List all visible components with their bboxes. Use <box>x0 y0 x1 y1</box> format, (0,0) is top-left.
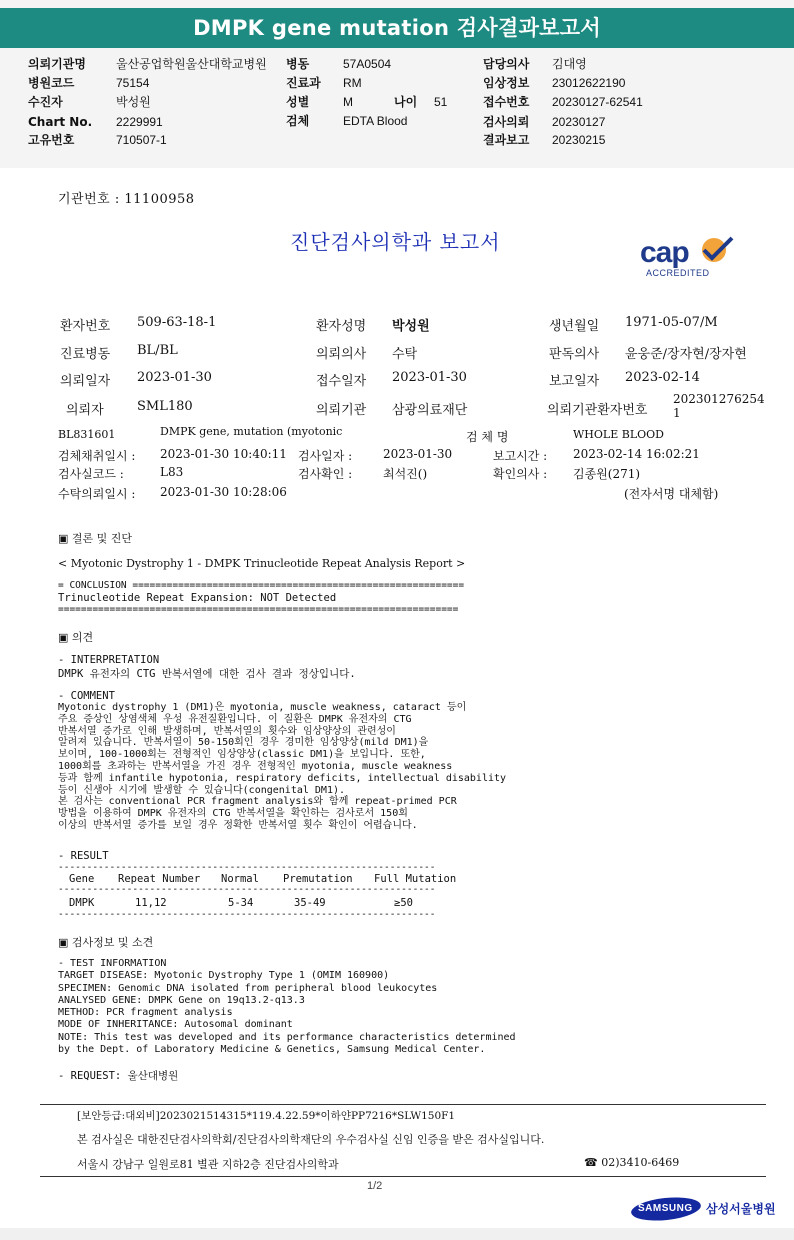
result-col-full: Full Mutation <box>374 873 457 885</box>
header-label: 담당의사 <box>483 57 530 71</box>
header-label: 수진자 <box>28 95 63 109</box>
confirm-value: 최석진() <box>383 467 428 481</box>
test-info-line: by the Dept. of Laboratory Medicine & Genetics, Samsung Medical Center. <box>58 1044 486 1056</box>
test-info-line: TARGET DISEASE: Myotonic Dystrophy Type 1 (OMIM 160900) <box>58 970 390 982</box>
result-cell: ≥50 <box>394 897 413 909</box>
header-value: 2229991 <box>116 115 163 129</box>
result-cell: 11,12 <box>135 897 167 909</box>
comment-line: 등과 함께 infantile hypotonia, respiratory deficits, intellectual disability <box>58 772 507 784</box>
test-date-label: 검사일자 : <box>298 449 353 463</box>
patient-label: 접수일자 <box>316 374 367 389</box>
collect-label: 검체채취일시 : <box>58 449 136 463</box>
header-label: 병원코드 <box>28 76 75 90</box>
consign-label: 수탁의뢰일시 : <box>58 487 136 501</box>
section-heading: ▣ 결론 및 진단 <box>58 532 133 545</box>
cap-accredited-text: ACCREDITED <box>646 268 710 278</box>
report-name: < Myotonic Dystrophy 1 - DMPK Trinucleotide Repeat Analysis Report > <box>58 557 466 570</box>
esign-note: (전자서명 대체함) <box>624 487 719 501</box>
confirm-label: 검사확인 : <box>298 467 353 481</box>
patient-value: 202301276254 <box>673 392 765 406</box>
header-label: Chart No. <box>28 115 93 129</box>
doctor-label: 확인의사 : <box>493 467 548 481</box>
test-info-line: METHOD: PCR fragment analysis <box>58 1007 233 1019</box>
test-info-line: SPECIMEN: Genomic DNA isolated from peripheral blood leukocytes <box>58 982 438 994</box>
phone-line: ☎ 02)3410-6469 <box>584 1156 680 1169</box>
report-time-label: 보고시간 : <box>493 449 548 463</box>
test-information-block <box>58 958 516 1056</box>
patient-value: 509-63-18-1 <box>137 315 217 330</box>
patient-value: 2023-01-30 <box>392 370 467 385</box>
test-info-line: NOTE: This test was developed and its performance characteristics determined <box>58 1031 516 1043</box>
security-line: [보안등급:대외비]2023021514315*119.4.22.59*이하얀PP7216*SLW150F1 <box>77 1110 456 1122</box>
comment-line: 주요 증상인 상염색체 우성 유전질환입니다. 이 질환은 DMPK 유전자의 CTG <box>58 713 412 725</box>
hospital-name: 삼성서울병원 <box>706 1202 776 1216</box>
result-label: - RESULT <box>58 850 109 862</box>
interpretation-label: - INTERPRETATION <box>58 654 160 666</box>
result-rule: ------------------------------------------------------------------ <box>58 909 436 920</box>
checkmark-badge-icon <box>698 236 738 266</box>
test-info-line: - TEST INFORMATION <box>58 958 167 969</box>
result-col-gene: Gene <box>69 873 95 885</box>
comment-block <box>58 702 506 832</box>
patient-label: 의뢰기관환자번호 <box>547 403 648 418</box>
request-line: - REQUEST: 울산대병원 <box>58 1070 179 1082</box>
comment-line: 알려져 있습니다. 반복서열이 50-150회인 경우 경미한 임상양상(mild DM1)을 <box>58 737 429 749</box>
header-value: 박성원 <box>116 95 151 109</box>
header-value: 20230215 <box>552 133 606 147</box>
patient-label: 보고일자 <box>549 374 600 389</box>
result-col-premutation: Premutation <box>283 873 353 885</box>
test-info-line: ANALYSED GENE: DMPK Gene on 19q13.2-q13.3 <box>58 994 305 1006</box>
samsung-logo-text: SAMSUNG <box>638 1203 693 1214</box>
header-value: 23012622190 <box>552 76 626 90</box>
result-rule: ------------------------------------------------------------------ <box>58 884 436 895</box>
comment-line: 이상의 반복서열 증가를 보일 경우 정확한 반복서열 횟수 확인이 어렵습니다. <box>58 819 418 831</box>
patient-label: 판독의사 <box>549 347 600 362</box>
header-value: EDTA Blood <box>343 114 408 128</box>
comment-line: 보이며, 100-1000회는 전형적인 임상양상(classic DM1)을 보입니다. 또한, <box>58 749 426 761</box>
interpretation-text: DMPK 유전자의 CTG 반복서열에 대한 검사 결과 정상입니다. <box>58 668 356 680</box>
test-name: DMPK gene, mutation (myotonic <box>160 425 343 438</box>
header-label: 고유번호 <box>28 133 75 147</box>
age-label: 나이 <box>394 95 418 109</box>
report-page <box>0 168 794 1228</box>
doctor-value: 김종원(271) <box>573 467 641 481</box>
institution-number: 기관번호 : 11100958 <box>58 192 195 207</box>
patient-value: 수탁 <box>392 347 418 362</box>
patient-value: 1971-05-07/M <box>625 315 718 330</box>
header-value: 김대영 <box>552 57 587 71</box>
conclusion-text: Trinucleotide Repeat Expansion: NOT Detected <box>58 592 337 604</box>
conclusion-line: = CONCLUSION ========================================================== <box>58 580 465 591</box>
result-col-repeat: Repeat Number <box>118 873 201 885</box>
patient-label: 의뢰기관 <box>316 403 367 418</box>
result-cell: DMPK <box>69 897 95 909</box>
conclusion-rule: ====================================================================== <box>58 604 459 615</box>
result-rule: ------------------------------------------------------------------ <box>58 862 436 873</box>
patient-value: 박성원 <box>392 319 430 334</box>
patient-label: 의뢰일자 <box>60 374 111 389</box>
section-heading: ▣ 의견 <box>58 631 94 644</box>
patient-label: 환자번호 <box>60 319 111 334</box>
result-col-normal: Normal <box>221 873 259 885</box>
header-label: 병동 <box>286 57 310 71</box>
cap-logo-text: cap <box>640 236 689 269</box>
header-label: 의뢰기관명 <box>28 57 86 71</box>
consign-value: 2023-01-30 10:28:06 <box>160 485 287 499</box>
comment-line: 방법을 이용하여 DMPK 유전자의 CTG 반복서열을 확인하는 검사로서 150회 <box>58 808 408 820</box>
test-info-line: MODE OF INHERITANCE: Autosomal dominant <box>58 1019 293 1031</box>
patient-value: 윤웅준/장자현/장자현 <box>625 347 747 362</box>
page-number: 1/2 <box>367 1180 383 1192</box>
patient-label: 의뢰자 <box>66 403 104 418</box>
cap-logo <box>640 236 740 280</box>
comment-label: - COMMENT <box>58 690 115 702</box>
test-code: BL831601 <box>58 428 116 441</box>
samsung-logo <box>630 1196 702 1222</box>
comment-line: 1000회를 초과하는 반복서열을 가진 경우 전형적인 myotonia, muscle weakness <box>58 760 453 772</box>
header-label: 검사의뢰 <box>483 115 530 129</box>
comment-line: 본 검사는 conventional PCR fragment analysis와 함께 repeat-primed PCR <box>58 796 457 808</box>
header-value: RM <box>343 76 362 90</box>
patient-value: 2023-02-14 <box>625 370 700 385</box>
footer-divider <box>40 1104 766 1105</box>
result-cell: 5-34 <box>228 897 254 909</box>
specimen-label: 검 체 명 <box>466 430 509 444</box>
specimen-value: WHOLE BLOOD <box>573 428 664 441</box>
patient-value: BL/BL <box>137 343 178 358</box>
comment-line: Myotonic dystrophy 1 (DM1)은 myotonia, muscle weakness, cataract 등이 <box>58 702 467 713</box>
header-value: 울산공업학원울산대학교병원 <box>116 57 267 71</box>
comment-line: 반복서열 증가로 인해 발생하며, 반복서열의 횟수와 임상양상의 관련성이 <box>58 725 396 737</box>
header-label: 성별 <box>286 95 310 109</box>
address-line: 서울시 강남구 일원로81 별관 지하2층 진단검사의학과 <box>77 1158 339 1171</box>
header-label: 검체 <box>286 114 310 128</box>
result-cell: 35-49 <box>294 897 326 909</box>
test-date-value: 2023-01-30 <box>383 447 453 461</box>
header-label: 진료과 <box>286 76 321 90</box>
patient-label: 환자성명 <box>316 319 367 334</box>
patient-value-tail: 1 <box>673 406 681 420</box>
patient-label: 진료병동 <box>60 347 111 362</box>
header-value: 20230127 <box>552 115 606 129</box>
header-label: 임상정보 <box>483 76 530 90</box>
patient-label: 의뢰의사 <box>316 347 367 362</box>
room-value: L83 <box>160 465 184 479</box>
bottom-band <box>0 1228 794 1240</box>
footer-divider <box>40 1176 766 1177</box>
room-label: 검사실코드 : <box>58 467 124 481</box>
age-value: 51 <box>434 95 448 109</box>
header-label: 결과보고 <box>483 133 530 147</box>
header-value: 20230127-62541 <box>552 95 643 109</box>
patient-value: SML180 <box>137 399 193 414</box>
patient-value: 삼광의료재단 <box>392 403 468 418</box>
certification-line: 본 검사실은 대한진단검사의학회/진단검사의학재단의 우수검사실 신임 인증을 받은 검사실입니다. <box>77 1133 545 1146</box>
report-time-value: 2023-02-14 16:02:21 <box>573 447 700 461</box>
document-title: DMPK gene mutation 검사결과보고서 <box>0 8 794 48</box>
section-heading: ▣ 검사정보 및 소견 <box>58 936 154 949</box>
report-title: 진단검사의학과 보고서 <box>290 230 501 254</box>
header-value: 57A0504 <box>343 57 392 71</box>
collect-value: 2023-01-30 10:40:11 <box>160 447 287 461</box>
header-label: 접수번호 <box>483 95 530 109</box>
patient-label: 생년월일 <box>549 319 600 334</box>
header-value: M <box>343 95 353 109</box>
header-value: 710507-1 <box>116 133 167 147</box>
patient-value: 2023-01-30 <box>137 370 212 385</box>
comment-line: 등이 신생아 시기에 발생할 수 있습니다(congenital DM1). <box>58 784 346 796</box>
header-value: 75154 <box>116 76 150 90</box>
